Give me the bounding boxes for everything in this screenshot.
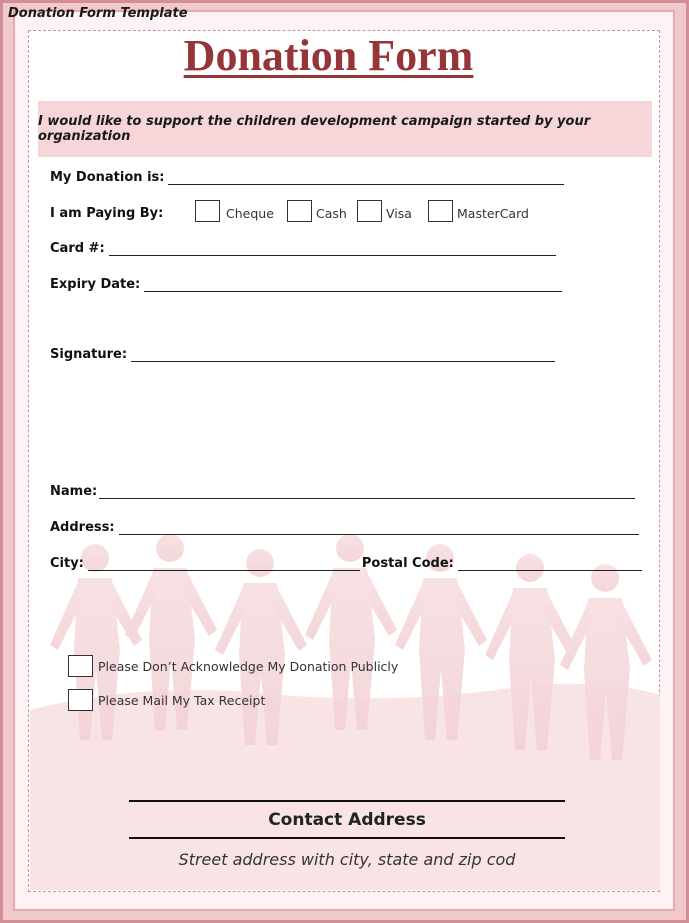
postal-label: Postal Code: [361,556,454,571]
visa-checkbox[interactable] [357,200,382,222]
donation-line[interactable] [168,170,564,185]
paying-by-field [50,206,163,221]
signature-label: Signature: [50,347,128,362]
expiry-line[interactable] [144,277,562,292]
cash-label: Cash [316,206,347,221]
tax-receipt-checkbox[interactable] [68,689,93,711]
paying-by-label: I am Paying By: [50,206,164,221]
contact-address-heading: Contact Address [129,800,565,839]
address-line[interactable] [119,520,639,535]
visa-label: Visa [386,206,412,221]
card-line[interactable] [109,241,556,256]
anonymous-checkbox[interactable] [68,655,93,677]
signature-field[interactable] [50,347,555,362]
mastercard-label: MasterCard [457,206,529,221]
expiry-label: Expiry Date: [50,277,141,292]
expiry-field[interactable] [50,277,562,292]
intro-banner [38,101,652,157]
anonymous-label: Please Don’t Acknowledge My Donation Publicly [98,659,399,674]
address-label: Address: [50,520,115,535]
address-field[interactable] [50,520,639,535]
name-field[interactable] [50,484,635,499]
contact-address-text: Street address with city, state and zip cod [178,850,516,869]
cash-checkbox[interactable] [287,200,312,222]
form-title-wrap [0,30,689,81]
name-label: Name: [50,484,98,499]
card-field[interactable] [50,241,556,256]
postal-line[interactable] [458,556,642,571]
form-title: Donation Form [183,31,474,80]
cheque-checkbox[interactable] [195,200,220,222]
template-caption: Donation Form Template [8,6,188,21]
mastercard-checkbox[interactable] [428,200,453,222]
city-label: City: [50,556,84,571]
city-field[interactable] [50,556,642,571]
banner-text: I would like to support the children development campaign started by your organization [38,114,591,144]
cheque-label: Cheque [226,206,274,221]
name-line[interactable] [99,484,635,499]
card-label: Card #: [50,241,105,256]
donation-field[interactable] [50,170,564,185]
tax-receipt-label: Please Mail My Tax Receipt [98,693,266,708]
city-line[interactable] [88,556,360,571]
signature-line[interactable] [131,347,555,362]
donation-label: My Donation is: [50,170,165,185]
